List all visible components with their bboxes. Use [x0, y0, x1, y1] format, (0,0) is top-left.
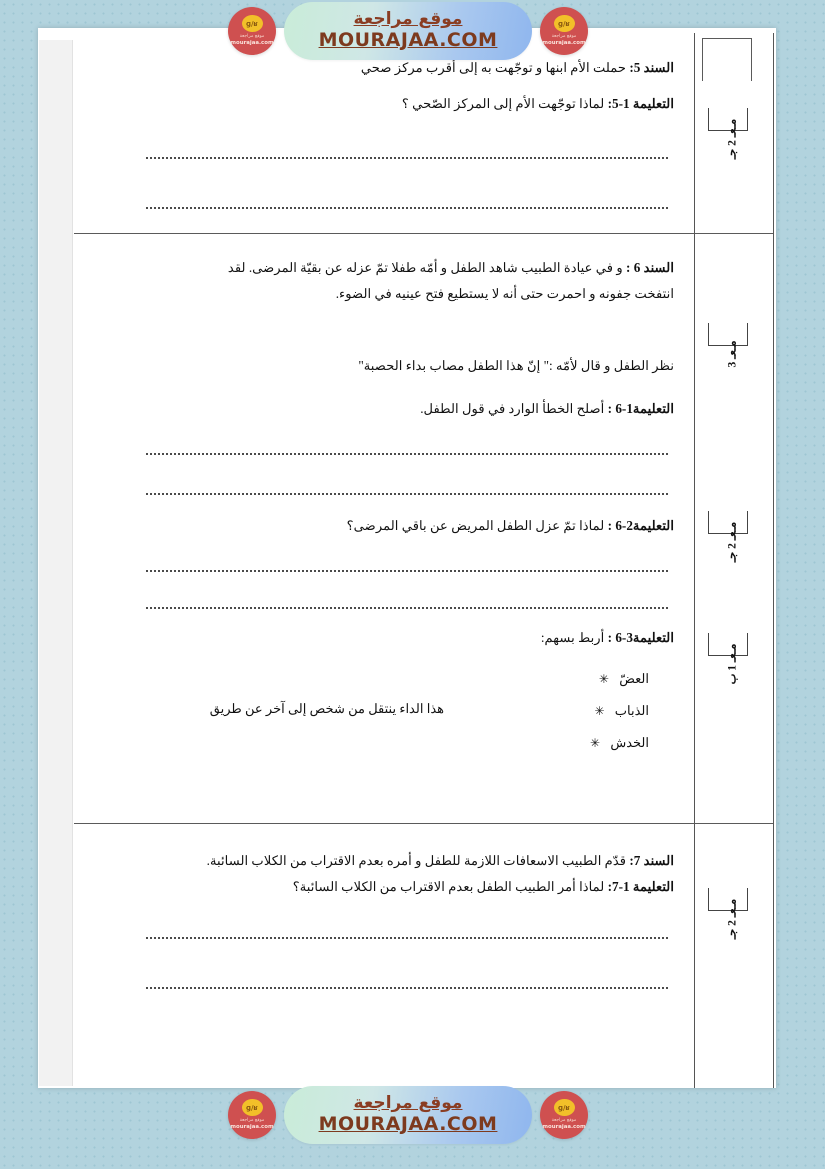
answer-line[interactable]	[146, 935, 668, 939]
section-6-instruction-1-text: أصلح الخطأ الوارد في قول الطفل.	[420, 401, 605, 416]
section-7-source	[92, 848, 674, 899]
mourajaa-logo-icon	[540, 7, 588, 55]
answer-line[interactable]	[146, 155, 668, 159]
logo-emblem-icon: ɡ/ʁ	[554, 15, 575, 32]
logo-caption-english: mourajaa.com	[230, 1123, 274, 1130]
logo-caption	[542, 1118, 585, 1130]
section-6-instruction-2-text: لماذا تمّ عزل الطفل المريض عن باقي المرضى؟	[346, 518, 605, 533]
mark-label: مـعـ 3	[726, 340, 739, 368]
answer-line[interactable]	[146, 985, 668, 989]
section-6-source-line-3: نظر الطفل و قال لأمّه :" إنّ هذا الطفل مصاب بداء الحصبة"	[358, 358, 674, 373]
logo-caption-arabic: موقع مراجعة	[239, 1118, 265, 1124]
exam-table	[74, 33, 774, 1088]
logo-caption-arabic: موقع مراجعة	[551, 34, 577, 40]
section-7-instruction-text: لماذا أمر الطبيب الطفل بعدم الاقتراب من الكلاب السائبة؟	[292, 878, 605, 894]
section-6-instruction-2	[92, 513, 674, 539]
answer-line[interactable]	[146, 568, 668, 572]
page-left-gutter	[39, 40, 73, 1086]
section-5-instruction-text: لماذا توجّهت الأم إلى المركز الصّحي ؟	[401, 96, 605, 111]
marks-column	[694, 33, 773, 1088]
logo-emblem-icon: ɡ/ʁ	[554, 1099, 575, 1116]
matching-item[interactable]	[590, 663, 649, 695]
section-7-source-text: قدّم الطبيب الاسعافات اللازمة للطفل و أمره بعدم الاقتراب من الكلاب السائبة.	[206, 853, 627, 868]
logo-emblem-icon: ɡ/ʁ	[242, 15, 263, 32]
mark-label: مـعـ 2 جـ	[726, 118, 739, 160]
answer-line[interactable]	[146, 605, 668, 609]
asterisk-icon: ✳	[590, 735, 601, 750]
matching-exercise	[92, 663, 674, 778]
mourajaa-logo-icon	[540, 1091, 588, 1139]
logo-caption-arabic: موقع مراجعة	[239, 34, 265, 40]
matching-item-label: الذباب	[614, 702, 649, 718]
matching-item-label: الخدش	[610, 734, 649, 750]
logo-caption	[230, 1118, 273, 1130]
matching-items-list	[590, 663, 649, 759]
section-6-source-line-1: و في عيادة الطبيب شاهد الطفل و أمّه طفلا تمّ عزله عن بقيّة المرضى. لقد	[227, 260, 623, 275]
content-column	[74, 33, 694, 1088]
section-6-instruction-1-label: التعليمة1-6 :	[607, 401, 674, 416]
section-6-source-line-3-wrap	[92, 353, 674, 379]
marks-top-empty-box	[702, 38, 752, 81]
logo-caption-english: mourajaa.com	[542, 1123, 586, 1130]
section-6-source-line-2: انتفخت جفونه و احمرت حتى أنه لا يستطيع فتح عينيه في الضوء.	[335, 285, 674, 301]
watermark-pill[interactable]	[284, 1086, 532, 1144]
answer-line[interactable]	[146, 205, 668, 209]
logo-caption	[230, 34, 273, 46]
section-6-instruction-1	[92, 396, 674, 422]
logo-caption-english: mourajaa.com	[230, 39, 274, 46]
answer-line[interactable]	[146, 491, 668, 495]
watermark-top[interactable]	[228, 2, 588, 60]
watermark-bottom[interactable]	[228, 1086, 588, 1144]
section-6-instruction-2-label: التعليمة2-6 :	[607, 518, 674, 533]
watermark-arabic-text: موقع مراجعة	[353, 8, 463, 29]
logo-caption	[542, 34, 585, 46]
section-6-source	[92, 255, 674, 306]
mourajaa-logo-icon	[228, 7, 276, 55]
section-7-instruction-label: التعليمة 1-7:	[607, 878, 674, 894]
matching-item[interactable]	[590, 727, 649, 759]
matching-item[interactable]	[590, 695, 649, 727]
mark-label: مـعـ 2 جـ	[726, 898, 739, 940]
table-outer-vertical-rule	[773, 33, 774, 1088]
watermark-english-text: MOURAJAA.COM	[318, 29, 498, 52]
answer-line[interactable]	[146, 451, 668, 455]
section-7-source-label: السند 7:	[629, 853, 674, 868]
mark-label: مـعـ 2 جـ	[726, 521, 739, 563]
asterisk-icon: ✳	[598, 672, 609, 686]
section-5-instruction-label: التعليمة 1-5:	[607, 96, 674, 111]
matching-item-label: العضّ	[619, 671, 649, 686]
matching-phrase: هذا الداء ينتقل من شخص إلى آخر عن طريق	[209, 701, 444, 716]
logo-caption-arabic: موقع مراجعة	[551, 1118, 577, 1124]
mourajaa-logo-icon	[228, 1091, 276, 1139]
section-5-source-text: حملت الأم ابنها و توجّهت به إلى أقرب مركز صحي	[360, 60, 627, 75]
section-6-source-label: السند 6 :	[626, 260, 674, 275]
logo-caption-english: mourajaa.com	[542, 39, 586, 46]
section-5-source-label: السند 5:	[629, 60, 674, 75]
asterisk-icon: ✳	[594, 703, 605, 718]
section-6-instruction-3-text: أربط بسهم:	[540, 630, 605, 645]
logo-emblem-icon: ɡ/ʁ	[242, 1099, 263, 1116]
section-5-instruction	[92, 91, 674, 117]
watermark-english-text: MOURAJAA.COM	[318, 1113, 498, 1136]
watermark-pill[interactable]	[284, 2, 532, 60]
section-6-instruction-3	[92, 625, 674, 651]
mark-label: مـعـ 1 ب	[726, 643, 739, 685]
watermark-arabic-text: موقع مراجعة	[353, 1092, 463, 1113]
section-6-instruction-3-label: التعليمة3-6 :	[607, 630, 674, 645]
